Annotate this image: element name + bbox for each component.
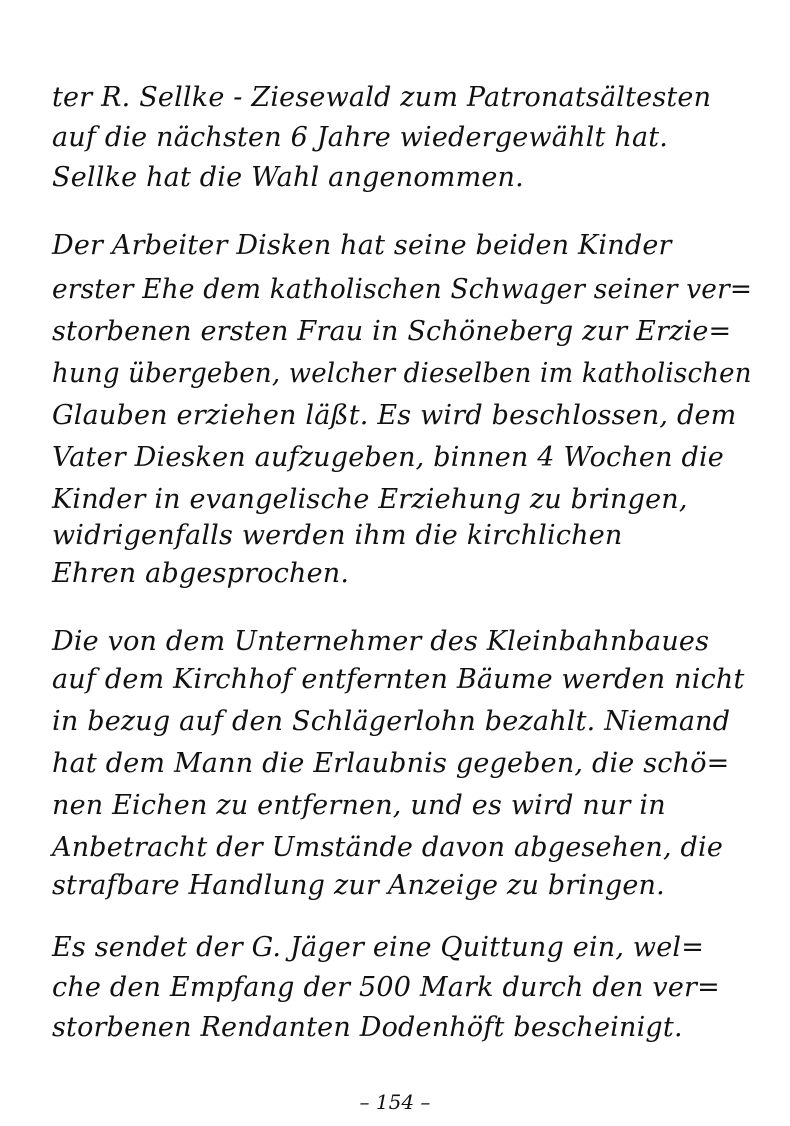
paragraph-3-line-2: auf dem Kirchhof entfernten Bäume werden nicht bbox=[52, 664, 745, 695]
paragraph-4-line-2: che den Empfang der 500 Mark durch den ver= bbox=[52, 972, 720, 1003]
paragraph-3-line-7: strafbare Handlung zur Anzeige zu bringen. bbox=[52, 870, 665, 901]
paragraph-2-line-6: Vater Diesken aufzugeben, binnen 4 Wochen die bbox=[52, 442, 724, 473]
paragraph-2-line-7: Kinder in evangelische Erziehung zu bringen, bbox=[52, 484, 688, 515]
paragraph-2-line-8: widrigenfalls werden ihm die kirchlichen bbox=[52, 520, 623, 551]
paragraph-2-line-2: erster Ehe dem katholischen Schwager seiner ver= bbox=[52, 274, 753, 305]
paragraph-3-line-5: nen Eichen zu entfernen, und es wird nur in bbox=[52, 790, 666, 821]
page-number: – 154 – bbox=[359, 1090, 431, 1114]
paragraph-3-line-3: in bezug auf den Schlägerlohn bezahlt. Niemand bbox=[52, 706, 731, 737]
paragraph-1-line-3: Sellke hat die Wahl angenommen. bbox=[52, 162, 524, 193]
paragraph-2-line-1: Der Arbeiter Disken hat seine beiden Kinder bbox=[52, 230, 672, 261]
paragraph-2-line-3: storbenen ersten Frau in Schöneberg zur Erzie= bbox=[52, 316, 732, 347]
paragraph-3-line-4: hat dem Mann die Erlaubnis gegeben, die schö= bbox=[52, 748, 730, 779]
paragraph-1-line-1: ter R. Sellke - Ziesewald zum Patronatsältesten bbox=[52, 82, 712, 113]
paragraph-3-line-6: Anbetracht der Umstände davon abgesehen, die bbox=[52, 832, 724, 863]
paragraph-3-line-1: Die von dem Unternehmer des Kleinbahnbaues bbox=[52, 626, 710, 657]
paragraph-2-line-9: Ehren abgesprochen. bbox=[52, 558, 350, 589]
paragraph-4-line-1: Es sendet der G. Jäger eine Quittung ein, wel= bbox=[52, 932, 705, 963]
paragraph-2-line-5: Glauben erziehen läßt. Es wird beschlossen, dem bbox=[52, 400, 737, 431]
paragraph-1-line-2: auf die nächsten 6 Jahre wiedergewählt hat. bbox=[52, 122, 669, 153]
paragraph-2-line-4: hung übergeben, welcher dieselben im katholischen bbox=[52, 358, 752, 389]
paragraph-4-line-3: storbenen Rendanten Dodenhöft bescheinigt. bbox=[52, 1012, 683, 1043]
